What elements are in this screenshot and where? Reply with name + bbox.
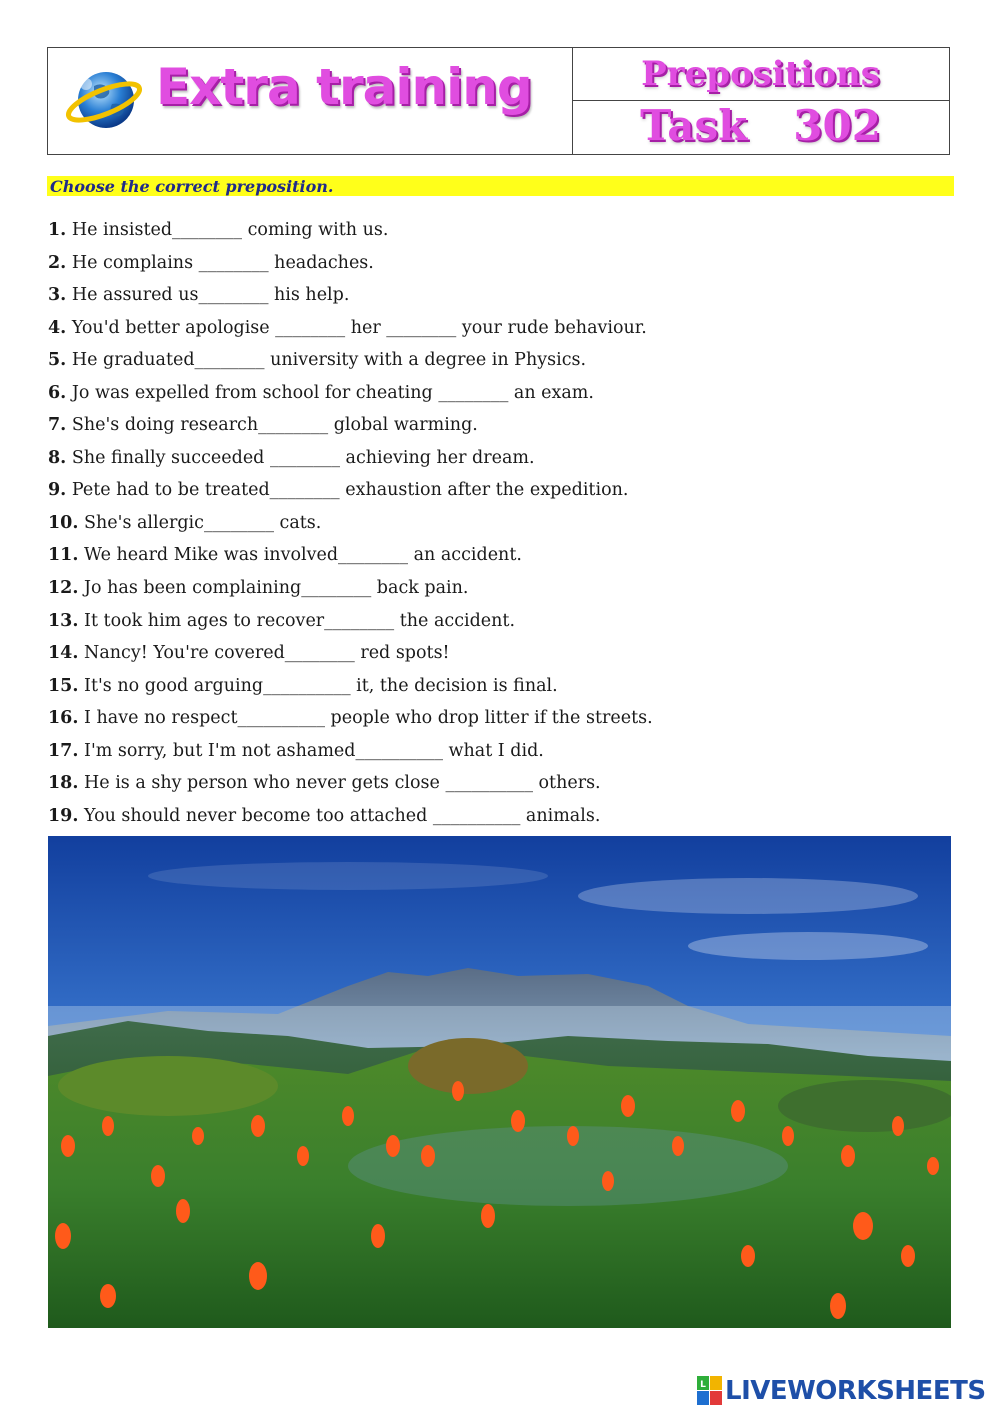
question-item xyxy=(48,802,948,835)
question-item xyxy=(48,704,948,737)
question-text: He complains ________ headaches. xyxy=(71,252,374,273)
question-text: She's doing research________ global warming. xyxy=(71,415,478,436)
question-text: Jo was expelled from school for cheating ________ an exam. xyxy=(71,382,594,403)
subject-title: Prepositions xyxy=(641,54,880,94)
question-number: 6. xyxy=(48,382,67,403)
question-item xyxy=(48,607,948,640)
question-item xyxy=(48,379,948,412)
question-number: 8. xyxy=(48,447,67,468)
question-number: 12. xyxy=(48,578,79,599)
question-number: 11. xyxy=(48,545,79,566)
question-text: Nancy! You're covered________ red spots! xyxy=(84,643,450,664)
question-text: You'd better apologise ________ her ________ your rude behaviour. xyxy=(71,317,647,338)
brand-title: Extra training xyxy=(156,58,532,116)
question-number: 1. xyxy=(48,220,67,240)
liveworksheets-icon xyxy=(697,1376,723,1406)
question-item xyxy=(48,216,948,249)
question-text: He is a shy person who never gets close __________ others. xyxy=(84,773,601,794)
instruction-banner xyxy=(47,176,954,196)
subject-cell xyxy=(572,48,949,101)
question-item xyxy=(48,281,948,314)
question-text: You should never become too attached __________ animals. xyxy=(84,805,601,826)
question-number: 19. xyxy=(48,805,79,826)
question-text: He assured us________ his help. xyxy=(71,285,350,306)
question-text: I'm sorry, but I'm not ashamed__________ what I did. xyxy=(84,740,544,761)
question-text: He graduated________ university with a degree in Physics. xyxy=(71,350,587,371)
question-number: 15. xyxy=(48,675,79,696)
question-number: 16. xyxy=(48,708,79,729)
header-brand-cell xyxy=(48,48,573,154)
icon-letter-l: L xyxy=(700,1380,706,1390)
question-number: 14. xyxy=(48,643,79,664)
question-item xyxy=(48,672,948,705)
globe-icon xyxy=(64,62,144,138)
question-item xyxy=(48,411,948,444)
question-number: 4. xyxy=(48,317,67,338)
worksheet-header xyxy=(47,47,950,155)
question-number: 13. xyxy=(48,610,79,631)
question-text: Jo has been complaining________ back pain. xyxy=(84,578,469,599)
question-text: I have no respect__________ people who drop litter if the streets. xyxy=(84,708,653,729)
question-text: We heard Mike was involved________ an accident. xyxy=(84,545,522,566)
question-text: She's allergic________ cats. xyxy=(84,512,322,533)
task-cell xyxy=(572,101,949,154)
task-number: 302 xyxy=(793,101,881,150)
question-list xyxy=(48,216,948,834)
question-number: 7. xyxy=(48,415,67,436)
liveworksheets-logo[interactable] xyxy=(697,1376,986,1410)
question-item xyxy=(48,574,948,607)
question-text: She finally succeeded ________ achieving her dream. xyxy=(71,447,535,468)
question-number: 2. xyxy=(48,252,67,273)
question-item xyxy=(48,541,948,574)
question-item xyxy=(48,509,948,542)
question-item xyxy=(48,314,948,347)
question-number: 3. xyxy=(48,285,67,306)
instruction-text: Choose the correct preposition. xyxy=(50,177,334,196)
task-label: Task xyxy=(640,101,748,150)
question-item xyxy=(48,476,948,509)
question-number: 17. xyxy=(48,740,79,761)
question-text: It took him ages to recover________ the accident. xyxy=(84,610,516,631)
question-item xyxy=(48,737,948,770)
question-number: 5. xyxy=(48,350,67,371)
question-item xyxy=(48,249,948,282)
question-number: 18. xyxy=(48,773,79,794)
question-text: Pete had to be treated________ exhaustion after the expedition. xyxy=(71,480,629,501)
question-text: He insisted________ coming with us. xyxy=(71,220,389,240)
question-item xyxy=(48,769,948,802)
question-item xyxy=(48,346,948,379)
footer-brand: LIVEWORKSHEETS xyxy=(725,1376,986,1406)
question-item xyxy=(48,639,948,672)
question-item xyxy=(48,444,948,477)
landscape-photo xyxy=(48,836,951,1328)
landscape-illustration xyxy=(48,836,951,1328)
question-number: 10. xyxy=(48,512,79,533)
question-number: 9. xyxy=(48,480,67,501)
question-text: It's no good arguing__________ it, the decision is final. xyxy=(84,675,558,696)
